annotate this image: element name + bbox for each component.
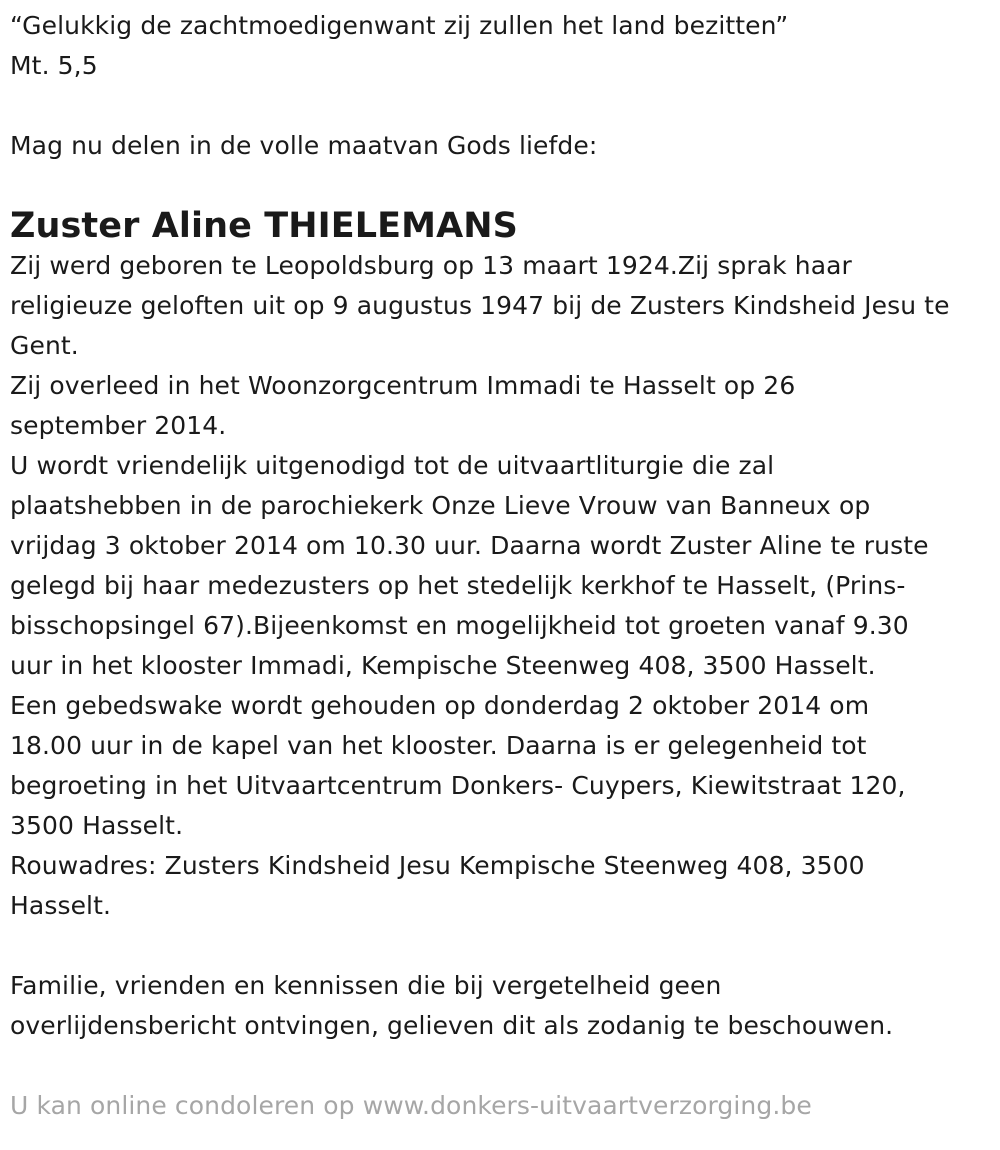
spacer <box>10 166 995 200</box>
body-line: U wordt vriendelijk uitgenodigd tot de uitvaartliturgie die zal <box>10 451 775 480</box>
intro-text: Mag nu delen in de volle maatvan Gods liefde: <box>10 131 598 160</box>
quote-text: “Gelukkig de zachtmoedigenwant zij zullen het land bezitten” <box>10 11 789 40</box>
body-line: Gent. <box>10 331 79 360</box>
body-line: bisschopsingel 67).Bijeenkomst en mogelijkheid tot groeten vanaf 9.30 <box>10 611 909 640</box>
online-condolence-text: U kan online condoleren op www.donkers-uitvaartverzorging.be <box>10 1091 812 1120</box>
spacer <box>10 86 995 126</box>
body-line: gelegd bij haar medezusters op het stedelijk kerkhof te Hasselt, (Prins- <box>10 571 906 600</box>
body-line: Hasselt. <box>10 891 112 920</box>
quote-reference: Mt. 5,5 <box>10 51 98 80</box>
body-line: Zij werd geboren te Leopoldsburg op 13 maart 1924.Zij sprak haar <box>10 251 852 280</box>
family-line: overlijdensbericht ontvingen, gelieven dit als zodanig te beschouwen. <box>10 1011 894 1040</box>
body-line: uur in het klooster Immadi, Kempische Steenweg 408, 3500 Hasselt. <box>10 651 876 680</box>
body-line: 18.00 uur in de kapel van het klooster. Daarna is er gelegenheid tot <box>10 731 867 760</box>
family-notice <box>10 966 995 1046</box>
body-line: 3500 Hasselt. <box>10 811 184 840</box>
body-line: religieuze geloften uit op 9 augustus 1947 bij de Zusters Kindsheid Jesu te <box>10 291 950 320</box>
spacer <box>10 1046 995 1086</box>
body-line: vrijdag 3 oktober 2014 om 10.30 uur. Daarna wordt Zuster Aline te ruste <box>10 531 929 560</box>
spacer <box>10 926 995 966</box>
obituary-body <box>10 246 995 926</box>
family-line: Familie, vrienden en kennissen die bij vergetelheid geen <box>10 971 722 1000</box>
body-line: september 2014. <box>10 411 227 440</box>
body-line: plaatshebben in de parochiekerk Onze Lieve Vrouw van Banneux op <box>10 491 871 520</box>
body-line: begroeting in het Uitvaartcentrum Donkers- Cuypers, Kiewitstraat 120, <box>10 771 906 800</box>
body-line: Zij overleed in het Woonzorgcentrum Immadi te Hasselt op 26 <box>10 371 796 400</box>
bible-quote <box>10 6 995 86</box>
obituary-notice <box>10 6 995 1126</box>
body-line: Een gebedswake wordt gehouden op donderdag 2 oktober 2014 om <box>10 691 870 720</box>
deceased-name: Zuster Aline THIELEMANS <box>10 206 518 246</box>
body-line: Rouwadres: Zusters Kindsheid Jesu Kempische Steenweg 408, 3500 <box>10 851 865 880</box>
